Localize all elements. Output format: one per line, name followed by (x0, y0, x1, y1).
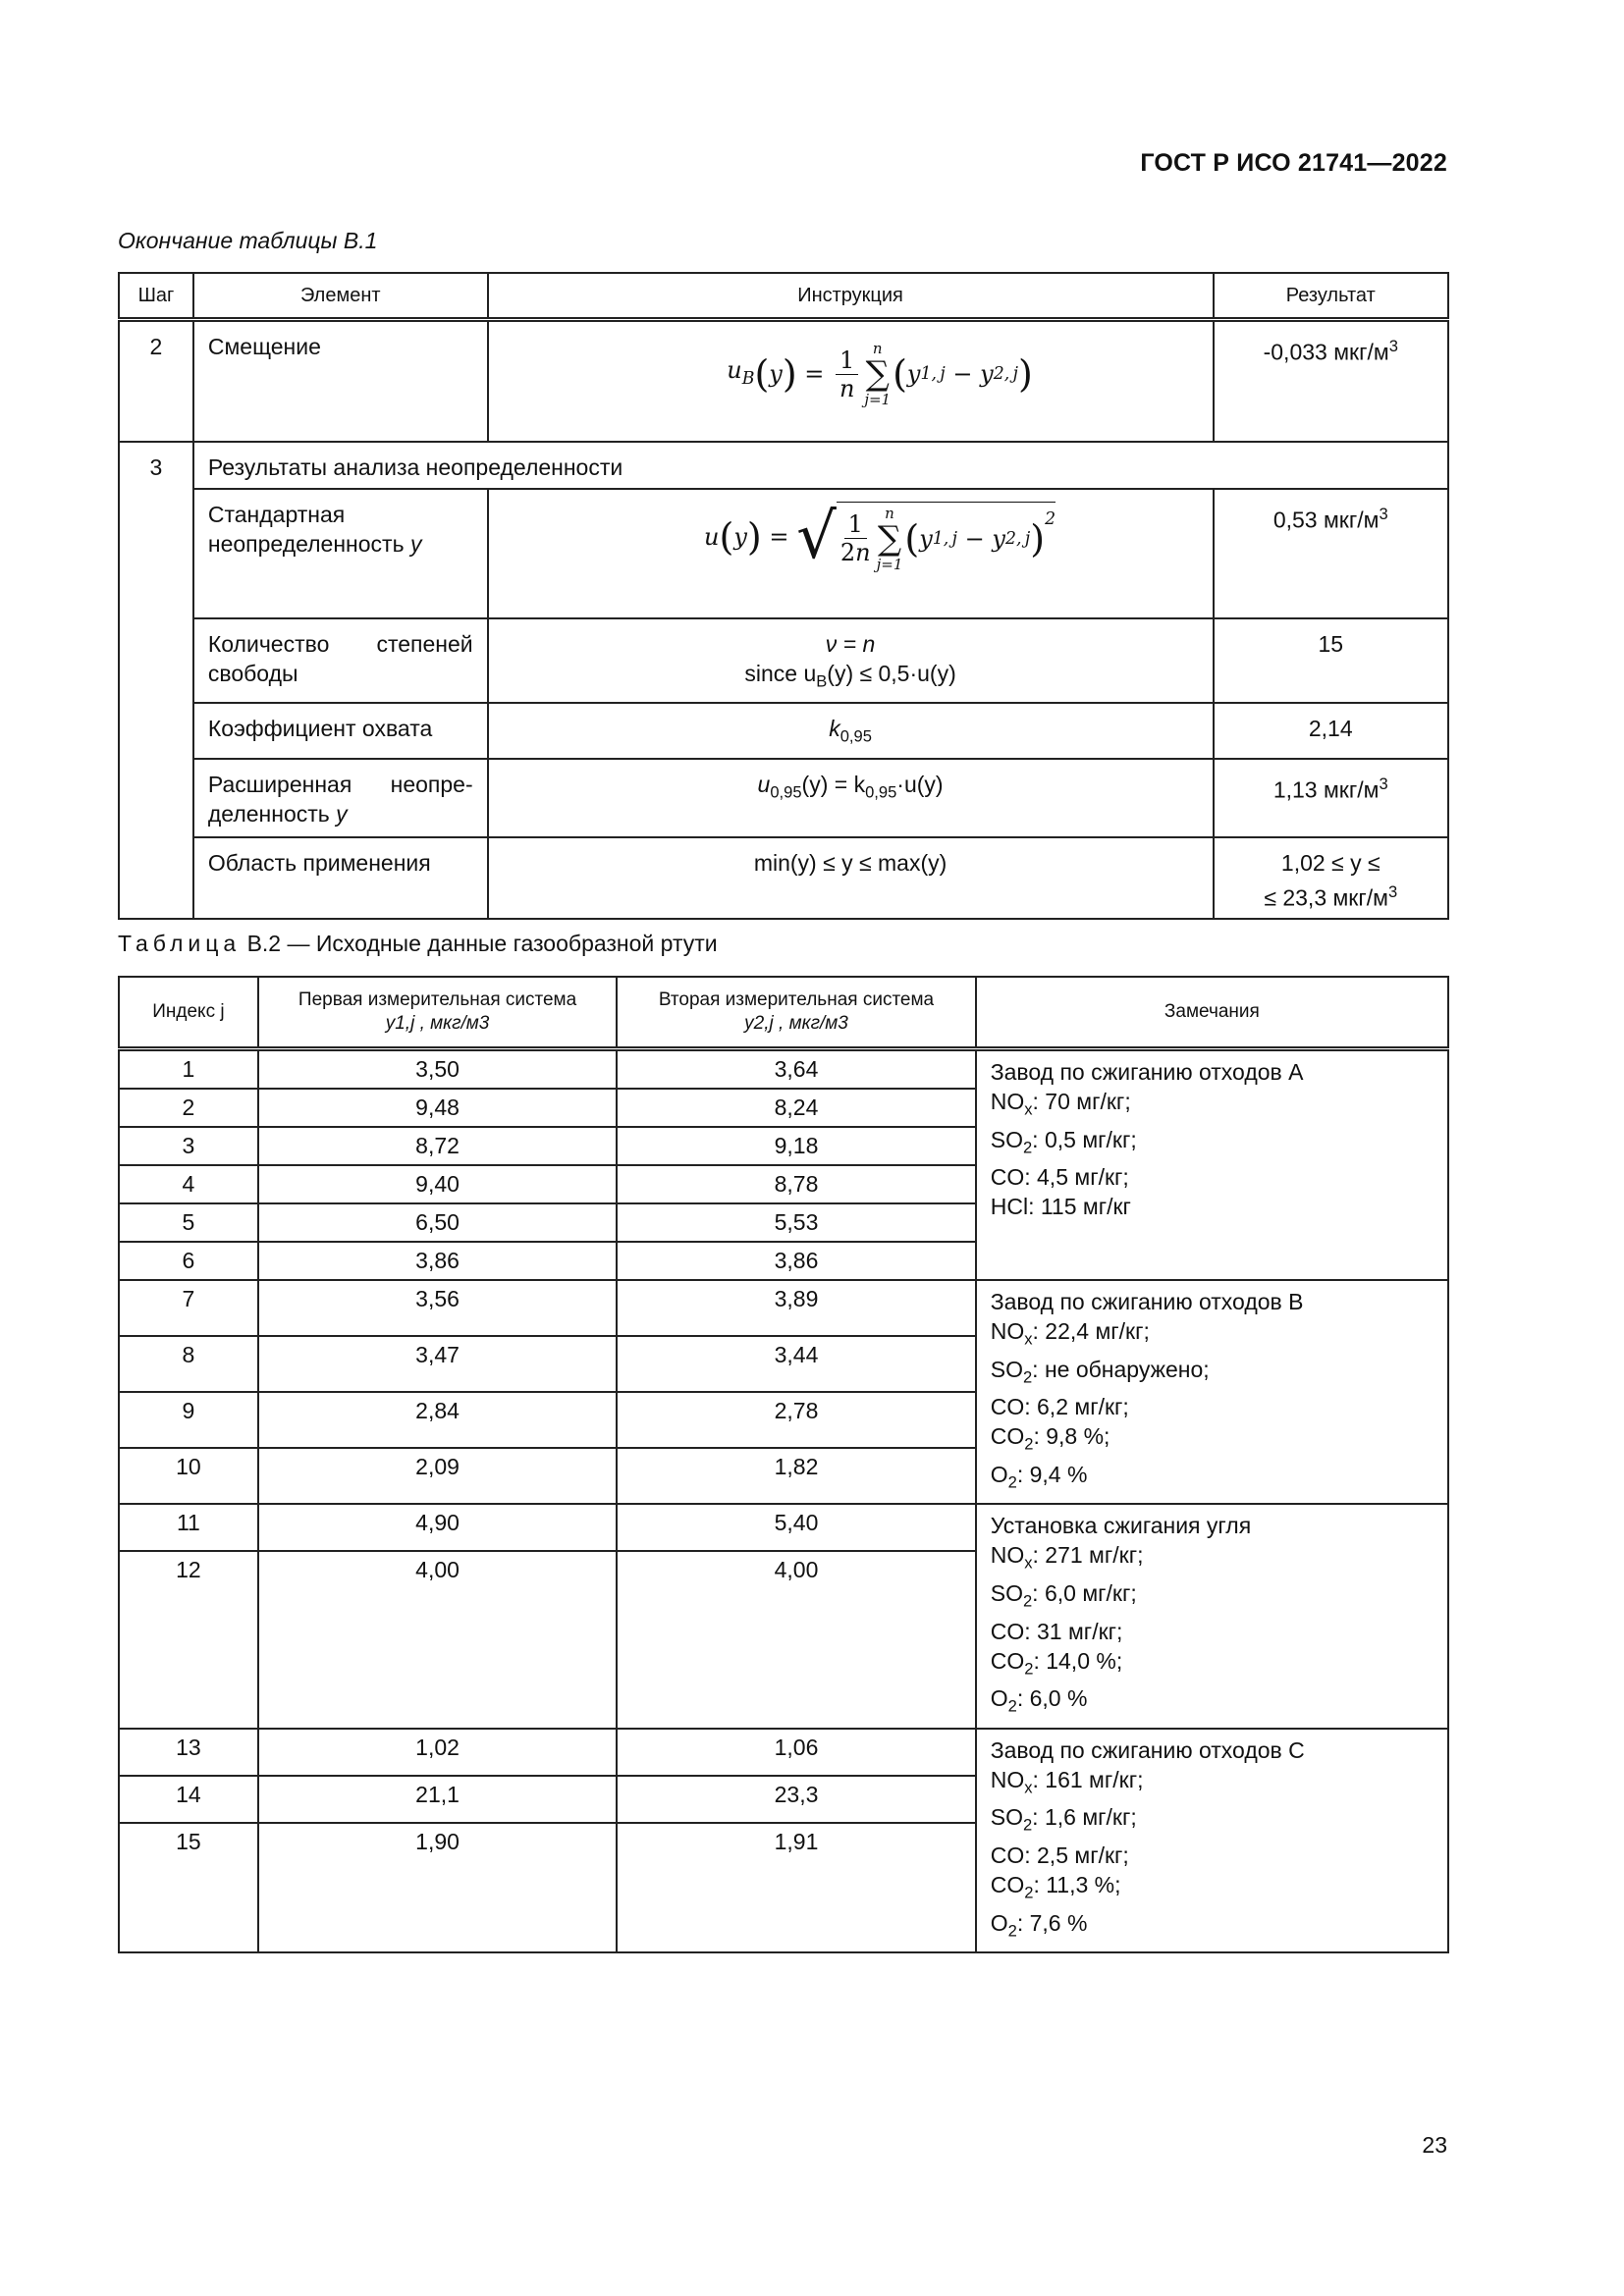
y2-cell: 2,78 (617, 1392, 975, 1448)
dof-instruction: ν = n since $u_B(y) \le 0,5\cdot u(y)$ (488, 618, 1214, 704)
y2-cell: 4,00 (617, 1551, 975, 1729)
table1-caption: Окончание таблицы В.1 (118, 228, 378, 253)
y1-cell: 3,86 (258, 1242, 617, 1280)
remark-plant-b: Завод по сжиганию отходов В $NO_x$: 22,4 мг/кг; $SO_2$: не обнаружено; CO: 6,2 мг/кг; $CO_2$: 9,8 %; $O_2$: 9,4 % (976, 1280, 1448, 1504)
table-row (119, 1504, 1448, 1550)
y2-cell: 9,18 (617, 1127, 975, 1165)
y1-cell: 3,56 (258, 1280, 617, 1336)
table-row-expanded (119, 759, 1448, 837)
table-b1 (118, 272, 1449, 920)
expanded-result: 1,13 мкг/$м^3$ (1214, 759, 1449, 837)
bias-result: -0,033 мкг/$м^3$ (1214, 320, 1449, 442)
y2-cell: 5,40 (617, 1504, 975, 1550)
coverage-instruction: $k_{0,95}$ (488, 703, 1214, 759)
index-cell: 6 (119, 1242, 258, 1280)
table-row (119, 1729, 1448, 1776)
header-result: Результат (1214, 273, 1449, 320)
y1-cell: 6,50 (258, 1203, 617, 1242)
y1-cell: 2,84 (258, 1392, 617, 1448)
index-cell: 2 (119, 1089, 258, 1127)
page-number: 23 (1422, 2132, 1447, 2158)
step-number: 2 (119, 320, 193, 442)
header-second-system: Вторая измерительная система y2,j , мкг/м3 (617, 977, 975, 1049)
scope-result: 1,02 ≤ y ≤ ≤ 23,3 мкг/$м^3$ (1214, 837, 1449, 920)
element-label: Количество степеней свободы (193, 618, 488, 704)
y1-cell: 8,72 (258, 1127, 617, 1165)
y2-cell: 3,86 (617, 1242, 975, 1280)
table-row-std-uncertainty (119, 489, 1448, 618)
element-label: Область применения (193, 837, 488, 920)
element-label: Коэффициент охвата (193, 703, 488, 759)
index-cell: 13 (119, 1729, 258, 1776)
y1-cell: 4,90 (258, 1504, 617, 1550)
header-element: Элемент (193, 273, 488, 320)
table-row (119, 1280, 1448, 1336)
y1-cell: 3,47 (258, 1336, 617, 1392)
y2-cell: 3,64 (617, 1049, 975, 1090)
y1-cell: 1,90 (258, 1823, 617, 1953)
element-label: Стандартная неопределенность y (193, 489, 488, 618)
table2-caption: Таблица В.2 — Исходные данные газообразной ртути (118, 931, 718, 956)
remark-coal-plant: Установка сжигания угля $NO_x$: 271 мг/кг; $SO_2$: 6,0 мг/кг; CO: 31 мг/кг; $CO_2$: 14,0 %; $O_2$: 6,0 % (976, 1504, 1448, 1728)
coverage-result: 2,14 (1214, 703, 1449, 759)
index-cell: 3 (119, 1127, 258, 1165)
section3-title: Результаты анализа неопределенности (193, 442, 1448, 489)
table2-header-row (119, 977, 1448, 1049)
header-first-system: Первая измерительная система y1,j , мкг/м3 (258, 977, 617, 1049)
header-instruction: Инструкция (488, 273, 1214, 320)
index-cell: 12 (119, 1551, 258, 1729)
y2-cell: 23,3 (617, 1776, 975, 1823)
index-cell: 7 (119, 1280, 258, 1336)
index-cell: 4 (119, 1165, 258, 1203)
y1-cell: 2,09 (258, 1448, 617, 1504)
table-b2 (118, 976, 1449, 1953)
table-row-dof (119, 618, 1448, 704)
y2-cell: 8,78 (617, 1165, 975, 1203)
table-row (119, 1049, 1448, 1090)
index-cell: 1 (119, 1049, 258, 1090)
index-cell: 14 (119, 1776, 258, 1823)
std-uncertainty-result: 0,53 мкг/$м^3$ (1214, 489, 1449, 618)
table-row-section3 (119, 442, 1448, 489)
bias-formula: $u_B$ ( y ) = $\frac{1}{n}$ n ∑ j=1 ( y 1, j − y 2, j ) (488, 320, 1214, 442)
document-id: ГОСТ Р ИСО 21741—2022 (1140, 149, 1447, 177)
y2-cell: 1,91 (617, 1823, 975, 1953)
y2-cell: 1,06 (617, 1729, 975, 1776)
table-row-coverage (119, 703, 1448, 759)
y1-cell: 9,40 (258, 1165, 617, 1203)
y2-cell: 3,44 (617, 1336, 975, 1392)
index-cell: 11 (119, 1504, 258, 1550)
element-label: Расширенная неопре- деленность y (193, 759, 488, 837)
table-row-bias (119, 320, 1448, 442)
header-index: Индекс j (119, 977, 258, 1049)
remark-plant-c: Завод по сжиганию отходов С $NO_x$: 161 мг/кг; $SO_2$: 1,6 мг/кг; CO: 2,5 мг/кг; $CO_2$: 11,3 %; $O_2$: 7,6 % (976, 1729, 1448, 1952)
y1-cell: 4,00 (258, 1551, 617, 1729)
index-cell: 15 (119, 1823, 258, 1953)
header-step: Шаг (119, 273, 193, 320)
y2-cell: 5,53 (617, 1203, 975, 1242)
header-remarks: Замечания (976, 977, 1448, 1049)
y1-cell: 9,48 (258, 1089, 617, 1127)
y1-cell: 21,1 (258, 1776, 617, 1823)
scope-instruction: min(y) ≤ y ≤ max(y) (488, 837, 1214, 920)
remark-plant-a: Завод по сжиганию отходов А $NO_x$: 70 мг/кг; $SO_2$: 0,5 мг/кг; CO: 4,5 мг/кг; HCl: 115 мг/кг (976, 1049, 1448, 1281)
step-number: 3 (119, 442, 193, 920)
std-uncertainty-formula: u ( y ) = √ $\frac{1}{2n}$ n ∑ j=1 ( y 1, j − y 2, j ) $^2$ (488, 489, 1214, 618)
table-row-scope (119, 837, 1448, 920)
index-cell: 8 (119, 1336, 258, 1392)
expanded-instruction: $u_{0,95}(y) = k_{0,95}\cdot u(y)$ (488, 759, 1214, 837)
table1-header-row (119, 273, 1448, 320)
y2-cell: 3,89 (617, 1280, 975, 1336)
y2-cell: 8,24 (617, 1089, 975, 1127)
y1-cell: 3,50 (258, 1049, 617, 1090)
element-label: Смещение (193, 320, 488, 442)
y1-cell: 1,02 (258, 1729, 617, 1776)
index-cell: 5 (119, 1203, 258, 1242)
index-cell: 10 (119, 1448, 258, 1504)
y2-cell: 1,82 (617, 1448, 975, 1504)
index-cell: 9 (119, 1392, 258, 1448)
formula-lhs: $u_B$ (727, 355, 755, 389)
dof-result: 15 (1214, 618, 1449, 704)
